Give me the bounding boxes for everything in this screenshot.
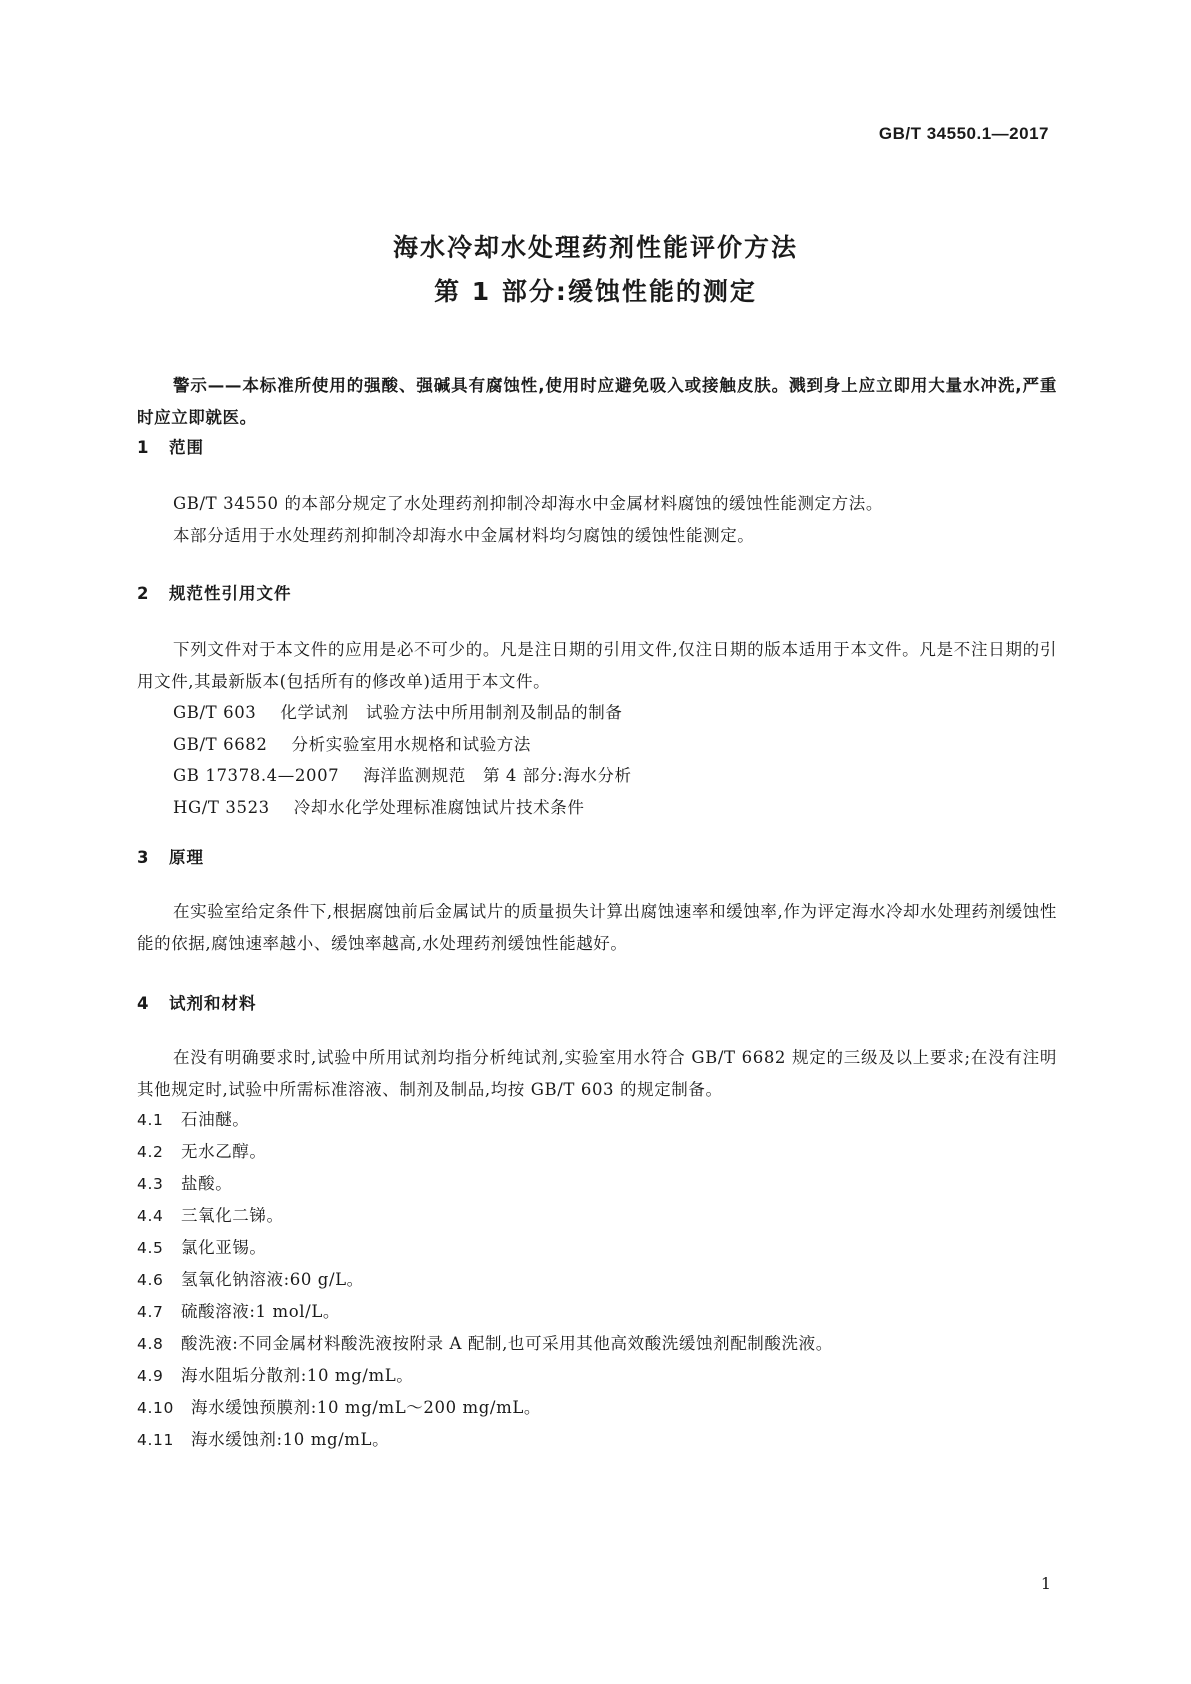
reagent-list (137, 1104, 1057, 1456)
item-number: 4.4 (137, 1207, 164, 1225)
reference-code: GB/T 6682 (173, 734, 268, 754)
list-item (137, 1392, 1057, 1424)
section-number: 4 (137, 994, 150, 1013)
paragraph: 下列文件对于本文件的应用是必不可少的。凡是注日期的引用文件,仅注日期的版本适用于本文件。凡是不注日期的引用文件,其最新版本(包括所有的修改单)适用于本文件。 (137, 640, 1057, 691)
section-3-heading (137, 844, 204, 868)
section-title: 原理 (169, 848, 204, 867)
list-item (137, 1424, 1057, 1456)
section-2-body (137, 634, 1057, 823)
paragraph: 在实验室给定条件下,根据腐蚀前后金属试片的质量损失计算出腐蚀速率和缓蚀率,作为评定海水冷却水处理药剂缓蚀性能的依据,腐蚀速率越小、缓蚀率越高,水处理药剂缓蚀性能越好。 (137, 902, 1057, 953)
normative-reference (137, 697, 1057, 729)
list-item (137, 1104, 1057, 1136)
item-text: 氢氧化钠溶液:60 g/L。 (181, 1270, 364, 1289)
reference-title: 冷却水化学处理标准腐蚀试片技术条件 (293, 797, 585, 817)
section-4-intro (137, 1042, 1057, 1105)
page-number: 1 (1040, 1574, 1051, 1593)
section-1-body (137, 488, 1057, 551)
reference-code: GB 17378.4—2007 (173, 766, 340, 785)
item-number: 4.1 (137, 1111, 164, 1129)
document-title: 海水冷却水处理药剂性能评价方法 (392, 233, 798, 262)
item-text: 硫酸溶液:1 mol/L。 (181, 1302, 340, 1321)
normative-reference (137, 729, 1057, 761)
reference-title: 化学试剂 试验方法中所用制剂及制品的制备 (280, 703, 623, 722)
paragraph: 在没有明确要求时,试验中所用试剂均指分析纯试剂,实验室用水符合 GB/T 6682 规定的三级及以上要求;在没有注明其他规定时,试验中所需标准溶液、制剂及制品,均按 GB/T 603 的规定制备。 (137, 1048, 1057, 1099)
warning-note: 警示——本标准所使用的强酸、强碱具有腐蚀性,使用时应避免吸入或接触皮肤。溅到身上应立即用大量水冲洗,严重时应立即就医。 (137, 376, 1057, 427)
section-number: 2 (137, 584, 150, 603)
section-title: 范围 (169, 438, 204, 457)
item-number: 4.2 (137, 1143, 164, 1161)
reference-title: 海洋监测规范 第 4 部分:海水分析 (363, 766, 632, 785)
item-text: 无水乙醇。 (181, 1142, 267, 1161)
item-text: 海水阻垢分散剂:10 mg/mL。 (181, 1366, 414, 1385)
item-number: 4.11 (137, 1431, 174, 1449)
item-number: 4.7 (137, 1303, 164, 1321)
section-title: 试剂和材料 (169, 994, 257, 1013)
document-subtitle: 第 1 部分:缓蚀性能的测定 (434, 277, 757, 306)
list-item (137, 1168, 1057, 1200)
item-text: 三氧化二锑。 (181, 1206, 284, 1225)
normative-reference (137, 760, 1057, 792)
reference-title: 分析实验室用水规格和试验方法 (291, 734, 531, 754)
paragraph: GB/T 34550 的本部分规定了水处理药剂抑制冷却海水中金属材料腐蚀的缓蚀性能测定方法。 (173, 494, 883, 513)
item-number: 4.10 (137, 1399, 174, 1417)
section-3-body (137, 896, 1057, 959)
reference-code: GB/T 603 (173, 703, 257, 722)
normative-reference (137, 792, 1057, 824)
list-item (137, 1136, 1057, 1168)
list-item (137, 1264, 1057, 1296)
item-number: 4.5 (137, 1239, 164, 1257)
item-text: 氯化亚锡。 (181, 1238, 267, 1257)
item-text: 海水缓蚀预膜剂:10 mg/mL～200 mg/mL。 (191, 1398, 541, 1417)
paragraph: 本部分适用于水处理药剂抑制冷却海水中金属材料均匀腐蚀的缓蚀性能测定。 (173, 525, 755, 545)
list-item (137, 1232, 1057, 1264)
section-4-heading (137, 990, 257, 1014)
section-number: 3 (137, 848, 150, 867)
item-text: 海水缓蚀剂:10 mg/mL。 (191, 1430, 390, 1449)
item-number: 4.3 (137, 1175, 164, 1193)
item-number: 4.6 (137, 1271, 164, 1289)
section-number: 1 (137, 438, 150, 457)
list-item (137, 1360, 1057, 1392)
list-item (137, 1200, 1057, 1232)
section-1-heading (137, 434, 204, 458)
list-item (137, 1296, 1057, 1328)
item-number: 4.9 (137, 1367, 164, 1385)
item-number: 4.8 (137, 1335, 164, 1353)
standard-number: GB/T 34550.1—2017 (878, 124, 1049, 143)
list-item (137, 1328, 1057, 1360)
section-2-heading (137, 580, 292, 604)
item-text: 石油醚。 (181, 1110, 250, 1129)
reference-code: HG/T 3523 (173, 797, 270, 817)
section-title: 规范性引用文件 (169, 584, 292, 603)
item-text: 酸洗液:不同金属材料酸洗液按附录 A 配制,也可采用其他高效酸洗缓蚀剂配制酸洗液。 (181, 1334, 833, 1353)
item-text: 盐酸。 (181, 1174, 233, 1193)
